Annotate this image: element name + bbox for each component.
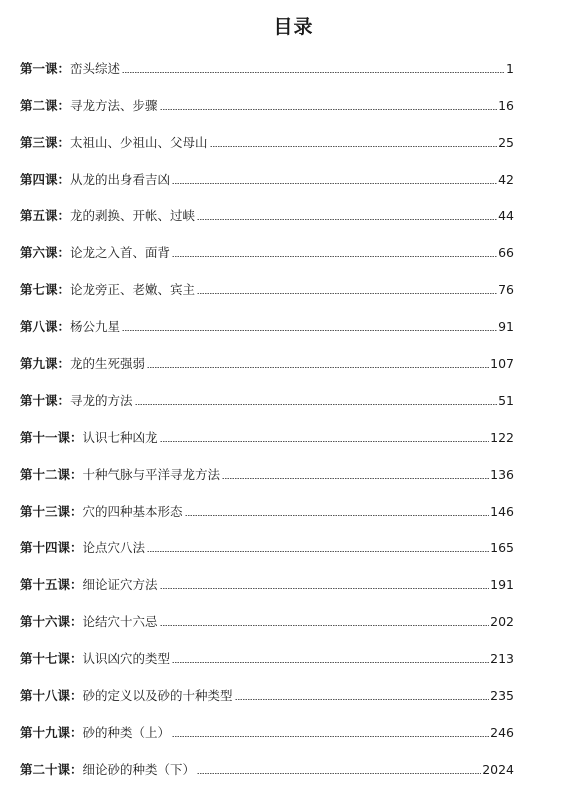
- toc-page-number: 213: [490, 651, 514, 667]
- toc-lesson-number: 第六课: [20, 245, 58, 261]
- toc-entry[interactable]: [20, 51, 514, 88]
- toc-lesson-number: 第二十课: [20, 761, 71, 777]
- toc-topic: 论点穴八法: [82, 540, 146, 556]
- toc-topic: 认识七种凶龙: [82, 429, 158, 445]
- toc-separator: ：: [70, 724, 83, 740]
- toc-lesson-number: 第三课: [20, 134, 58, 150]
- toc-separator: ：: [70, 651, 83, 667]
- toc-dot-leader: [147, 551, 489, 552]
- toc-dot-leader: [160, 109, 498, 110]
- toc-page-number: 44: [498, 208, 514, 224]
- toc-dot-leader: [222, 478, 489, 479]
- toc-separator: ：: [70, 540, 83, 556]
- toc-dot-leader: [172, 662, 489, 663]
- toc-dot-leader: [122, 72, 505, 73]
- toc-page-number: 122: [490, 429, 514, 445]
- toc-entry[interactable]: [20, 346, 514, 383]
- toc-separator: ：: [57, 282, 71, 298]
- toc-separator: ：: [57, 97, 71, 113]
- toc-page-number: 191: [490, 577, 514, 593]
- toc-entry[interactable]: [20, 531, 514, 568]
- toc-entry[interactable]: [20, 604, 514, 641]
- toc-page-number: 66: [498, 245, 514, 261]
- toc-entry[interactable]: [20, 125, 514, 162]
- toc-page-number: 246: [490, 724, 514, 740]
- toc-separator: ：: [57, 319, 71, 335]
- toc-lesson-number: 第四课: [20, 171, 58, 187]
- toc-separator: ：: [57, 208, 71, 224]
- toc-separator: ：: [70, 466, 83, 482]
- toc-topic: 穴的四种基本形态: [82, 503, 183, 519]
- toc-separator: ：: [57, 171, 71, 187]
- toc-page-number: 202: [490, 614, 514, 630]
- toc-dot-leader: [185, 515, 490, 516]
- toc-dot-leader: [210, 146, 498, 147]
- toc-dot-leader: [160, 441, 490, 442]
- toc-topic: 论龙旁正、老嫩、宾主: [70, 282, 196, 298]
- toc-entry[interactable]: [20, 457, 514, 494]
- toc-entry[interactable]: [20, 567, 514, 604]
- toc-topic: 寻龙的方法: [70, 392, 133, 408]
- toc-lesson-number: 第十七课: [20, 651, 71, 667]
- toc-lesson-number: 第十课: [20, 392, 58, 408]
- toc-dot-leader: [235, 699, 490, 700]
- toc-separator: ：: [70, 429, 83, 445]
- toc-dot-leader: [135, 404, 498, 405]
- toc-entry[interactable]: [20, 752, 514, 789]
- toc-entry[interactable]: [20, 715, 514, 752]
- toc-entry[interactable]: [20, 420, 514, 457]
- toc-lesson-number: 第一课: [20, 60, 58, 76]
- toc-page-number: 107: [490, 356, 514, 372]
- toc-page-number: 2024: [482, 761, 514, 777]
- toc-lesson-number: 第十五课: [20, 577, 71, 593]
- toc-lesson-number: 第十一课: [20, 429, 71, 445]
- toc-lesson-number: 第七课: [20, 282, 58, 298]
- toc-page-number: 51: [498, 392, 514, 408]
- toc-topic: 论龙之入首、面背: [70, 245, 171, 261]
- toc-topic: 峦头综述: [70, 60, 121, 76]
- toc-lesson-number: 第十八课: [20, 688, 71, 704]
- toc-page-number: 16: [498, 97, 514, 113]
- toc-dot-leader: [122, 330, 497, 331]
- toc-lesson-number: 第十二课: [20, 466, 71, 482]
- toc-lesson-number: 第十九课: [20, 724, 71, 740]
- toc-page-number: 1: [506, 60, 514, 76]
- table-of-contents: [20, 51, 514, 789]
- toc-separator: ：: [70, 577, 83, 593]
- toc-page-number: 146: [490, 503, 514, 519]
- toc-page-number: 91: [498, 319, 514, 335]
- toc-topic: 细论砂的种类（下）: [82, 761, 196, 777]
- toc-dot-leader: [197, 773, 481, 774]
- toc-topic: 太祖山、少祖山、父母山: [70, 134, 208, 150]
- toc-separator: ：: [57, 60, 71, 76]
- toc-lesson-number: 第九课: [20, 356, 58, 372]
- toc-topic: 细论证穴方法: [82, 577, 158, 593]
- toc-topic: 十种气脉与平洋寻龙方法: [82, 466, 221, 482]
- toc-separator: ：: [57, 134, 71, 150]
- toc-page-number: 136: [490, 466, 514, 482]
- toc-dot-leader: [197, 293, 497, 294]
- toc-separator: ：: [70, 614, 83, 630]
- toc-separator: ：: [70, 688, 83, 704]
- toc-topic: 从龙的出身看吉凶: [70, 171, 171, 187]
- toc-topic: 龙的生死强弱: [70, 356, 146, 372]
- toc-topic: 砂的定义以及砂的十种类型: [82, 688, 233, 704]
- toc-separator: ：: [70, 503, 83, 519]
- toc-entry[interactable]: [20, 88, 514, 125]
- toc-lesson-number: 第十六课: [20, 614, 71, 630]
- toc-topic: 砂的种类（上）: [82, 724, 171, 740]
- toc-separator: ：: [70, 761, 83, 777]
- toc-entry[interactable]: [20, 162, 514, 199]
- toc-separator: ：: [57, 245, 71, 261]
- toc-page-number: 42: [498, 171, 514, 187]
- toc-dot-leader: [197, 219, 497, 220]
- toc-lesson-number: 第十四课: [20, 540, 71, 556]
- toc-entry[interactable]: [20, 678, 514, 715]
- toc-topic: 龙的剥换、开帐、过峡: [70, 208, 196, 224]
- toc-entry[interactable]: [20, 235, 514, 272]
- toc-dot-leader: [172, 736, 489, 737]
- toc-entry[interactable]: [20, 272, 514, 309]
- toc-entry[interactable]: [20, 494, 514, 531]
- toc-entry[interactable]: [20, 641, 514, 678]
- toc-topic: 杨公九星: [70, 319, 121, 335]
- toc-dot-leader: [172, 183, 497, 184]
- toc-dot-leader: [160, 588, 490, 589]
- toc-lesson-number: 第二课: [20, 97, 58, 113]
- toc-entry[interactable]: [20, 383, 514, 420]
- toc-dot-leader: [147, 367, 489, 368]
- toc-page-number: 25: [498, 134, 514, 150]
- toc-dot-leader: [172, 256, 497, 257]
- toc-entry[interactable]: [20, 199, 514, 236]
- toc-topic: 认识凶穴的类型: [82, 651, 171, 667]
- toc-lesson-number: 第八课: [20, 319, 58, 335]
- toc-separator: ：: [57, 356, 71, 372]
- toc-entry[interactable]: [20, 309, 514, 346]
- toc-separator: ：: [57, 392, 71, 408]
- toc-page-number: 235: [490, 688, 514, 704]
- toc-dot-leader: [160, 625, 490, 626]
- toc-page-number: 165: [490, 540, 514, 556]
- toc-page-number: 76: [498, 282, 514, 298]
- toc-topic: 寻龙方法、步骤: [70, 97, 158, 113]
- toc-topic: 论结穴十六忌: [82, 614, 158, 630]
- toc-lesson-number: 第五课: [20, 208, 58, 224]
- page-title: 目录: [273, 16, 314, 38]
- toc-lesson-number: 第十三课: [20, 503, 71, 519]
